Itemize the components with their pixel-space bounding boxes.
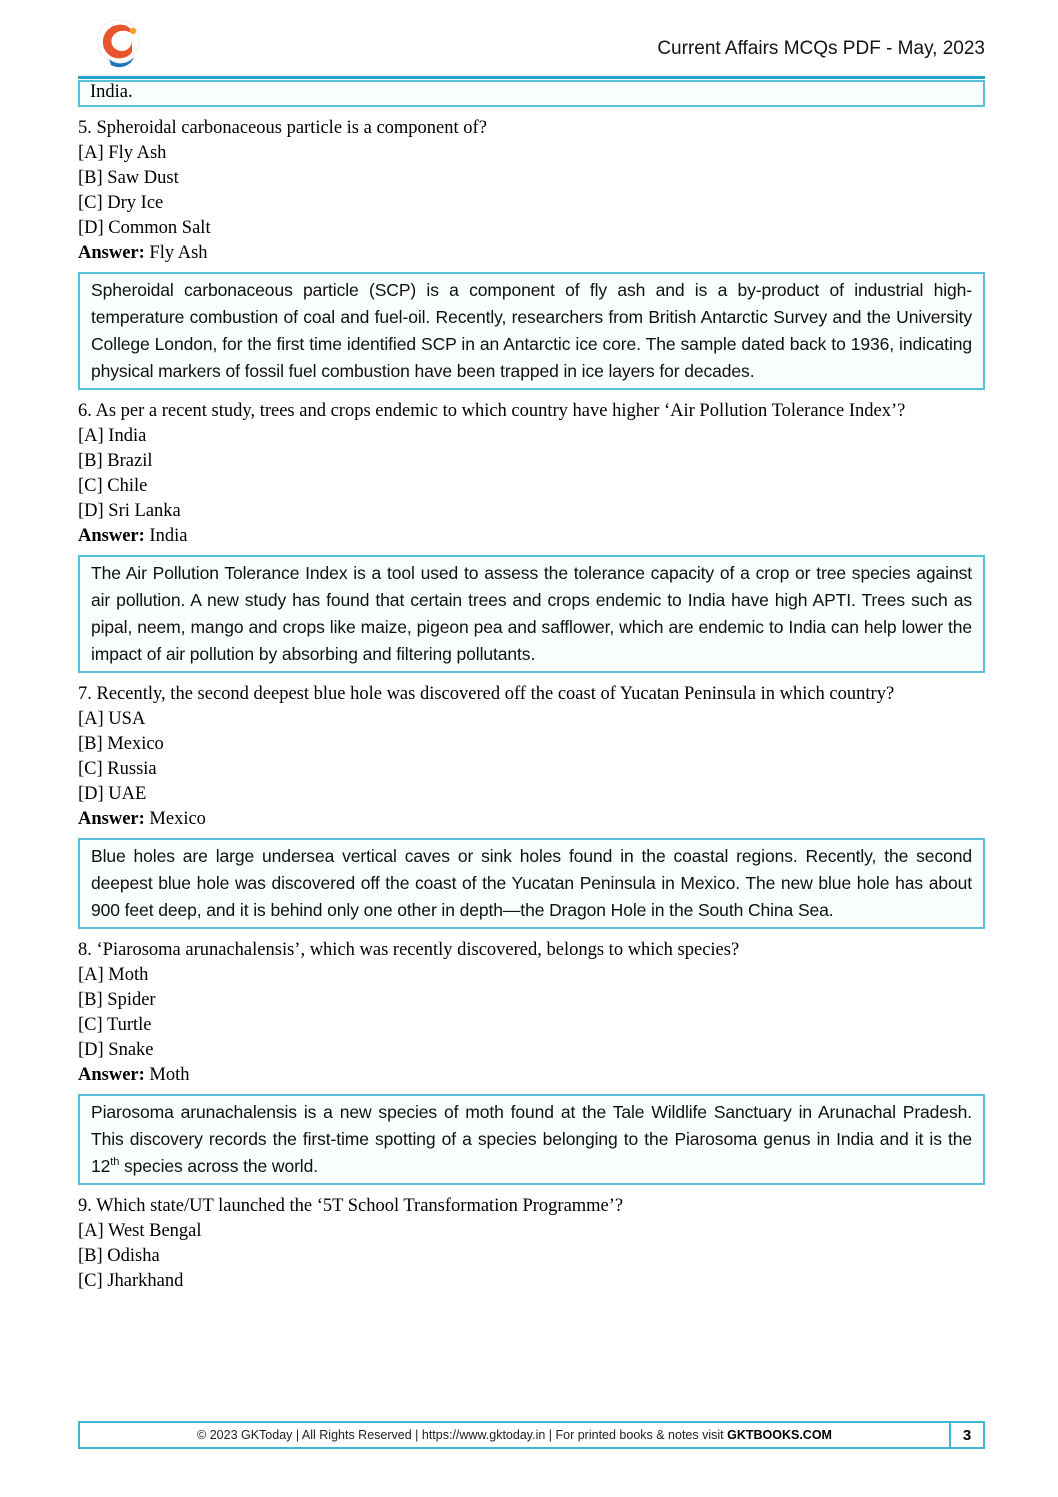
content <box>0 79 1058 1294</box>
question-number: 9. <box>78 1196 92 1216</box>
answer-line <box>78 807 985 832</box>
answer-line <box>78 1063 985 1088</box>
explanation-superscript: th <box>110 1156 120 1169</box>
continuation-box <box>78 80 985 107</box>
header-title: Current Affairs MCQs PDF - May, 2023 <box>657 38 985 59</box>
page-number: 3 <box>951 1421 985 1449</box>
question-block <box>78 116 985 390</box>
question-text <box>78 682 985 707</box>
option: [C] Russia <box>78 759 157 779</box>
explanation-box <box>78 555 985 673</box>
footer-copyright-text: © 2023 GKToday | All Rights Reserved | https://www.gktoday.in | For printed books & notes visit <box>197 1428 728 1442</box>
explanation-text: Piarosoma arunachalensis is a new species of moth found at the Tale Wildlife Sanctuary in Arunachal Pradesh. This discovery records the first-time spotting of a species belonging to the Piarosoma genus in India and it is the 12 <box>91 1102 972 1176</box>
option: [A] Moth <box>78 965 149 985</box>
explanation-text: species across the world. <box>119 1156 318 1176</box>
continuation-text: India. <box>90 82 133 102</box>
question-text <box>78 1194 985 1219</box>
explanation-box <box>78 1094 985 1185</box>
question-block <box>78 399 985 673</box>
question-block <box>78 938 985 1185</box>
explanation-text: Spheroidal carbonaceous particle (SCP) is a component of fly ash and is a by-product of industrial high-temperature combustion of coal and fuel-oil. Recently, researchers from British Antarctic Survey and the University College London, for the first time identified SCP in an Antarctic ice core. The sample dated back to 1936, indicating physical markers of fossil fuel combustion have been trapped in ice layers for decades. <box>91 280 972 381</box>
option: [C] Chile <box>78 476 148 496</box>
option: [C] Turtle <box>78 1015 152 1035</box>
answer-value: Moth <box>149 1065 190 1085</box>
option: [C] Jharkhand <box>78 1271 184 1291</box>
option: [A] India <box>78 426 147 446</box>
header <box>0 0 1058 70</box>
answer-label: Answer: <box>78 1065 145 1085</box>
question-text <box>78 399 985 424</box>
footer <box>78 1421 985 1449</box>
question-body: Recently, the second deepest blue hole was discovered off the coast of Yucatan Peninsula in which country? <box>96 684 895 704</box>
footer-brand: GKTBOOKS.COM <box>727 1428 832 1442</box>
answer-label: Answer: <box>78 526 145 546</box>
explanation-box <box>78 838 985 929</box>
answer-line <box>78 524 985 549</box>
answer-label: Answer: <box>78 809 145 829</box>
answer-line <box>78 241 985 266</box>
option: [B] Saw Dust <box>78 168 179 188</box>
footer-copyright <box>78 1421 951 1449</box>
option: [B] Mexico <box>78 734 164 754</box>
question-number: 5. <box>78 118 92 138</box>
question-number: 6. <box>78 401 92 421</box>
question-block <box>78 1194 985 1294</box>
explanation-text: The Air Pollution Tolerance Index is a tool used to assess the tolerance capacity of a crop or tree species against air pollution. A new study has found that certain trees and crops endemic to India have high APTI. Trees such as pipal, neem, mango and crops like maize, pigeon pea and safflower, which are endemic to India can help lower the impact of air pollution by absorbing and filtering pollutants. <box>91 563 972 664</box>
option: [A] West Bengal <box>78 1221 202 1241</box>
question-number: 7. <box>78 684 92 704</box>
gktoday-logo-icon <box>95 18 141 70</box>
option: [D] UAE <box>78 784 147 804</box>
option: [D] Sri Lanka <box>78 501 181 521</box>
question-body: Spheroidal carbonaceous particle is a component of? <box>96 118 487 138</box>
option: [B] Brazil <box>78 451 153 471</box>
question-body: ‘Piarosoma arunachalensis’, which was recently discovered, belongs to which species? <box>96 940 740 960</box>
question-text <box>78 938 985 963</box>
option: [B] Odisha <box>78 1246 160 1266</box>
question-number: 8. <box>78 940 92 960</box>
question-body: Which state/UT launched the ‘5T School Transformation Programme’? <box>96 1196 624 1216</box>
option: [B] Spider <box>78 990 156 1010</box>
answer-value: Mexico <box>149 809 206 829</box>
option: [A] Fly Ash <box>78 143 167 163</box>
option: [D] Snake <box>78 1040 154 1060</box>
answer-label: Answer: <box>78 243 145 263</box>
option: [D] Common Salt <box>78 218 211 238</box>
question-body: As per a recent study, trees and crops endemic to which country have higher ‘Air Pollution Tolerance Index’? <box>95 401 906 421</box>
answer-value: Fly Ash <box>149 243 208 263</box>
explanation-box <box>78 272 985 390</box>
option: [C] Dry Ice <box>78 193 164 213</box>
answer-value: India <box>149 526 188 546</box>
explanation-text: Blue holes are large undersea vertical caves or sink holes found in the coastal regions. Recently, the second deepest blue hole was discovered off the coast of the Yucatan Peninsula in Mexico. The new blue hole has about 900 feet deep, and it is behind only one other in depth—the Dragon Hole in the South China Sea. <box>91 846 972 920</box>
question-block <box>78 682 985 929</box>
option: [A] USA <box>78 709 146 729</box>
question-text <box>78 116 985 141</box>
